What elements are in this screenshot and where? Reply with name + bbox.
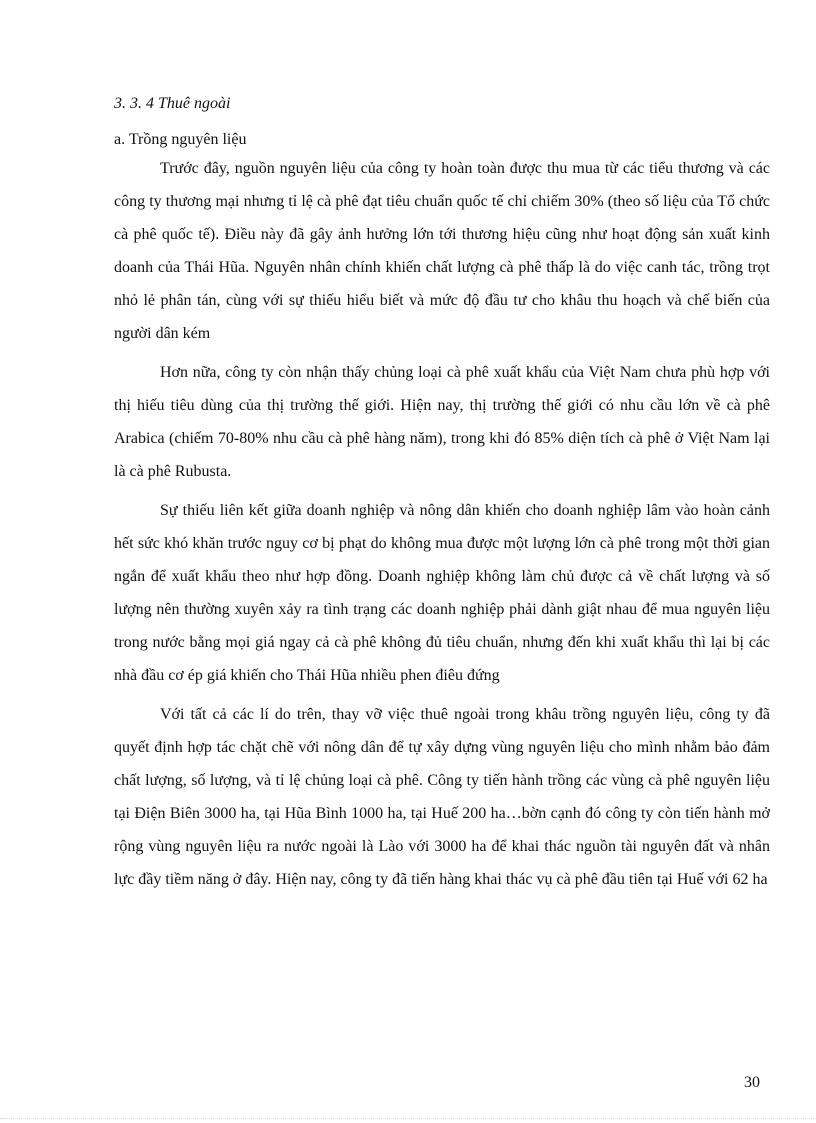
paragraph: Với tất cả các lí do trên, thay vỡ việc thuê ngoài trong khâu trồng nguyên liệu, công ty đã quyết định hợp tác chặt chẽ với nông dân để tự xây dựng vùng nguyên liệu cho mình nhằm bảo đảm chất lượng, số lượng, và tỉ lệ chủng loại cà phê. Công ty tiến hành trồng các vùng cà phê nguyên liệu tại Điện Biên 3000 ha, tại Hũa Bình 1000 ha, tại Huế 200 ha…bờn cạnh đó công ty còn tiến hành mở rộng vùng nguyên liệu ra nước ngoài là Lào với 3000 ha để khai thác nguồn tài nguyên đất và nhân lực đầy tiềm năng ở đây. Hiện nay, công ty đã tiến hàng khai thác vụ cà phê đầu tiên tại Huế với 62 ha — [114, 706, 770, 888]
paragraph: Trước đây, nguồn nguyên liệu của công ty hoàn toàn được thu mua từ các tiểu thương và các công ty thương mại nhưng tỉ lệ cà phê đạt tiêu chuẩn quốc tế chỉ chiếm 30% (theo số liệu của Tổ chức cà phê quốc tế). Điều này đã gây ảnh hưởng lớn tới thương hiệu cũng như hoạt động sản xuất kinh doanh của Thái Hũa. Nguyên nhân chính khiến chất lượng cà phê thấp là do việc canh tác, trồng trọt nhỏ lẻ phân tán, cùng với sự thiếu hiểu biết và mức độ đầu tư cho khâu thu hoạch và chế biến của người dân kém — [114, 160, 770, 342]
document-body — [114, 92, 770, 896]
paragraph: Hơn nữa, công ty còn nhận thấy chủng loại cà phê xuất khẩu của Việt Nam chưa phù hợp với thị hiếu tiêu dùng của thị trường thế giới. Hiện nay, thị trường thế giới có nhu cầu lớn về cà phê Arabica (chiếm 70-80% nhu cầu cà phê hàng năm), trong khi đó 85% diện tích cà phê ở Việt Nam lại là cà phê Rubusta. — [114, 364, 770, 480]
page-bottom-divider — [0, 1118, 816, 1119]
sub-heading: a. Trồng nguyên liệu — [114, 131, 247, 148]
paragraph: Sự thiếu liên kết giữa doanh nghiệp và nông dân khiến cho doanh nghiệp lâm vào hoàn cảnh hết sức khó khăn trước nguy cơ bị phạt do không mua được một lượng lớn cà phê trong một thời gian ngắn để xuất khẩu theo như hợp đồng. Doanh nghiệp không làm chủ được cả về chất lượng và số lượng nên thường xuyên xảy ra tình trạng các doanh nghiệp phải dành giật nhau để mua nguyên liệu trong nước bằng mọi giá ngay cả cà phê không đủ tiêu chuẩn, nhưng đến khi xuất khẩu thì lại bị các nhà đầu cơ ép giá khiến cho Thái Hũa nhiều phen điêu đứng — [114, 502, 770, 684]
page-number: 30 — [744, 1074, 760, 1091]
section-heading: 3. 3. 4 Thuê ngoài — [114, 95, 231, 112]
